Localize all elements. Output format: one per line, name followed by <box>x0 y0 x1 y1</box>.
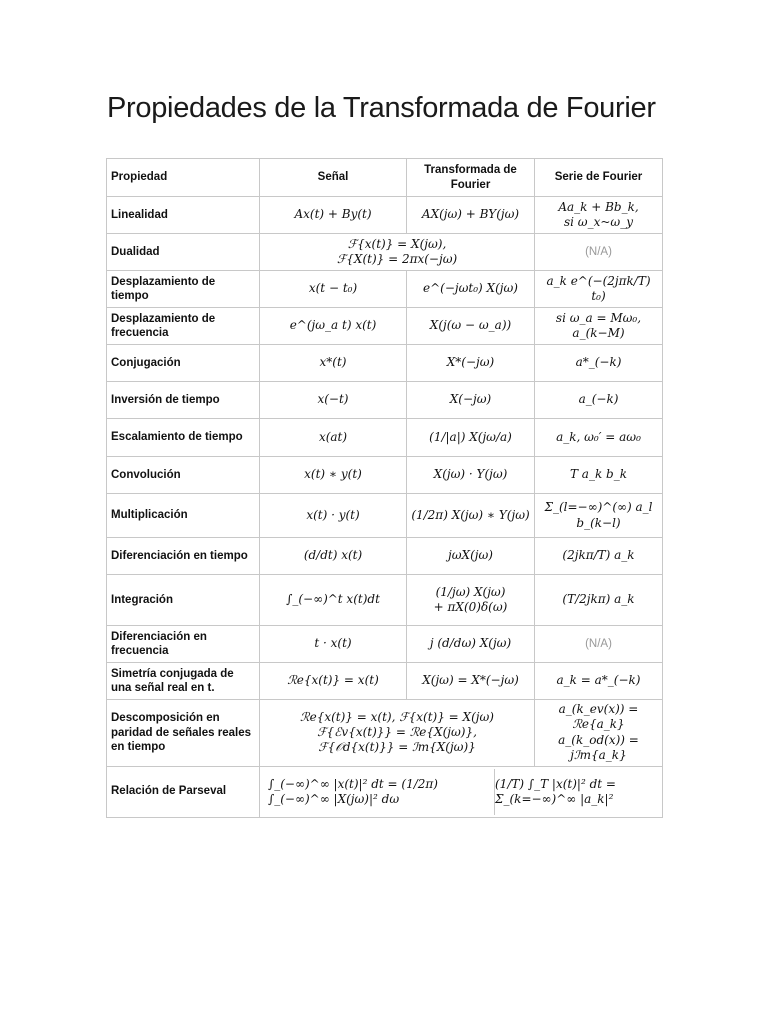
transform-expression: (1/|a|) X(jω/a) <box>429 429 512 444</box>
table-row <box>107 382 663 419</box>
series-expression: a_k e^(−(2jπk/T) t₀) <box>546 273 651 303</box>
parseval-transform: ∫_(−∞)^∞ |x(t)|² dt = (1/2π) ∫_(−∞)^∞ |X(jω)|² dω <box>268 776 438 806</box>
header-transformada: Transformada de Fourier <box>407 159 535 197</box>
transform-expression: e^(−jωt₀) X(jω) <box>423 281 518 296</box>
series-expression: Σ_(l=−∞)^(∞) a_l b_(k−l) <box>544 500 653 530</box>
property-name: Descomposición en paridad de señales reales en tiempo <box>107 700 260 767</box>
series-expression: si ω_a = Mω₀, a_(k−M) <box>555 310 642 340</box>
property-name: Multiplicación <box>107 494 260 538</box>
property-name: Diferenciación en tiempo <box>107 538 260 575</box>
table-row <box>107 271 663 308</box>
table-row <box>107 663 663 700</box>
signal-expression: x(t − t₀) <box>308 281 358 296</box>
signal-expression: x(t) ∗ y(t) <box>304 467 362 482</box>
table-row <box>107 575 663 626</box>
property-name: Inversión de tiempo <box>107 382 260 419</box>
table-row <box>107 197 663 234</box>
signal-expression: (d/dt) x(t) <box>303 548 363 563</box>
series-na: (N/A) <box>535 234 663 271</box>
transform-expression: (1/2π) X(jω) ∗ Y(jω) <box>411 507 530 522</box>
table-row <box>107 626 663 663</box>
series-expression: a_(k_ev(x)) = ℛe{a_k} a_(k_od(x)) = jℐm{a_k} <box>558 702 639 763</box>
table-row <box>107 345 663 382</box>
table-row <box>107 419 663 457</box>
signal-expression: x(at) <box>318 429 348 444</box>
signal-expression: t · x(t) <box>314 636 352 651</box>
parseval-series: (1/T) ∫_T |x(t)|² dt = Σ_(k=−∞)^∞ |a_k|² <box>495 776 616 806</box>
series-na: (N/A) <box>535 626 663 663</box>
series-expression: a*_(−k) <box>575 355 622 370</box>
property-name: Conjugación <box>107 345 260 382</box>
series-expression: T a_k b_k <box>569 467 627 482</box>
signal-expression: x(−t) <box>317 392 349 407</box>
signal-expression: x*(t) <box>319 355 347 370</box>
property-name: Desplazamiento de frecuencia <box>107 308 260 345</box>
table-row <box>107 700 663 767</box>
property-name: Convolución <box>107 457 260 494</box>
merged-expression: ℛe{x(t)} = x(t), ℱ{x(t)} = X(jω) ℱ{ℰv{x(t)}} = ℛe{X(jω)}, ℱ{𝒪d{x(t)}} = ℐm{X(jω)} <box>300 709 494 755</box>
series-expression: (2jkπ/T) a_k <box>562 548 635 563</box>
transform-expression: X(jω) = X*(−jω) <box>422 673 519 688</box>
series-expression: Aa_k + Bb_k, si ω_x~ω_y <box>558 199 639 229</box>
header-row <box>107 159 663 197</box>
series-expression: (T/2jkπ) a_k <box>562 592 635 607</box>
signal-expression: ℛe{x(t)} = x(t) <box>287 673 379 688</box>
property-name: Escalamiento de tiempo <box>107 419 260 457</box>
transform-expression: AX(jω) + BY(jω) <box>421 207 520 222</box>
header-senal: Señal <box>260 159 407 197</box>
series-expression: a_k = a*_(−k) <box>556 673 641 688</box>
transform-expression: (1/jω) X(jω) + πX(0)δ(ω) <box>433 584 508 614</box>
property-name: Simetría conjugada de una señal real en t. <box>107 663 260 700</box>
signal-expression: x(t) · y(t) <box>306 507 360 522</box>
property-name: Relación de Parseval <box>107 766 260 817</box>
property-name: Diferenciación en frecuencia <box>107 626 260 663</box>
page-title: Propiedades de la Transformada de Fourier <box>107 92 656 124</box>
table-row <box>107 234 663 271</box>
header-propiedad: Propiedad <box>107 159 260 197</box>
table-row <box>107 766 663 817</box>
property-name: Dualidad <box>107 234 260 271</box>
transform-expression: X(−jω) <box>449 392 492 407</box>
property-name: Desplazamiento de tiempo <box>107 271 260 308</box>
table-row <box>107 538 663 575</box>
transform-expression: X(jω) · Y(jω) <box>433 467 508 482</box>
transform-expression: jωX(jω) <box>448 548 493 563</box>
transform-expression: X(j(ω − ω_a)) <box>429 318 512 333</box>
properties-table <box>106 158 663 818</box>
series-expression: a_(−k) <box>578 392 619 407</box>
transform-expression: j (d/dω) X(jω) <box>429 636 512 651</box>
series-expression: a_k, ω₀′ = aω₀ <box>556 429 641 444</box>
merged-expression: ℱ{x(t)} = X(jω), ℱ{X(t)} = 2πx(−jω) <box>336 236 458 266</box>
signal-expression: e^(jω_a t) x(t) <box>289 318 377 333</box>
signal-expression: ∫_(−∞)^t x(t)dt <box>286 592 380 607</box>
table-row <box>107 308 663 345</box>
table-row <box>107 494 663 538</box>
header-serie: Serie de Fourier <box>535 159 663 197</box>
table-row <box>107 457 663 494</box>
signal-expression: Ax(t) + By(t) <box>294 207 372 222</box>
property-name: Linealidad <box>107 197 260 234</box>
property-name: Integración <box>107 575 260 626</box>
transform-expression: X*(−jω) <box>446 355 495 370</box>
